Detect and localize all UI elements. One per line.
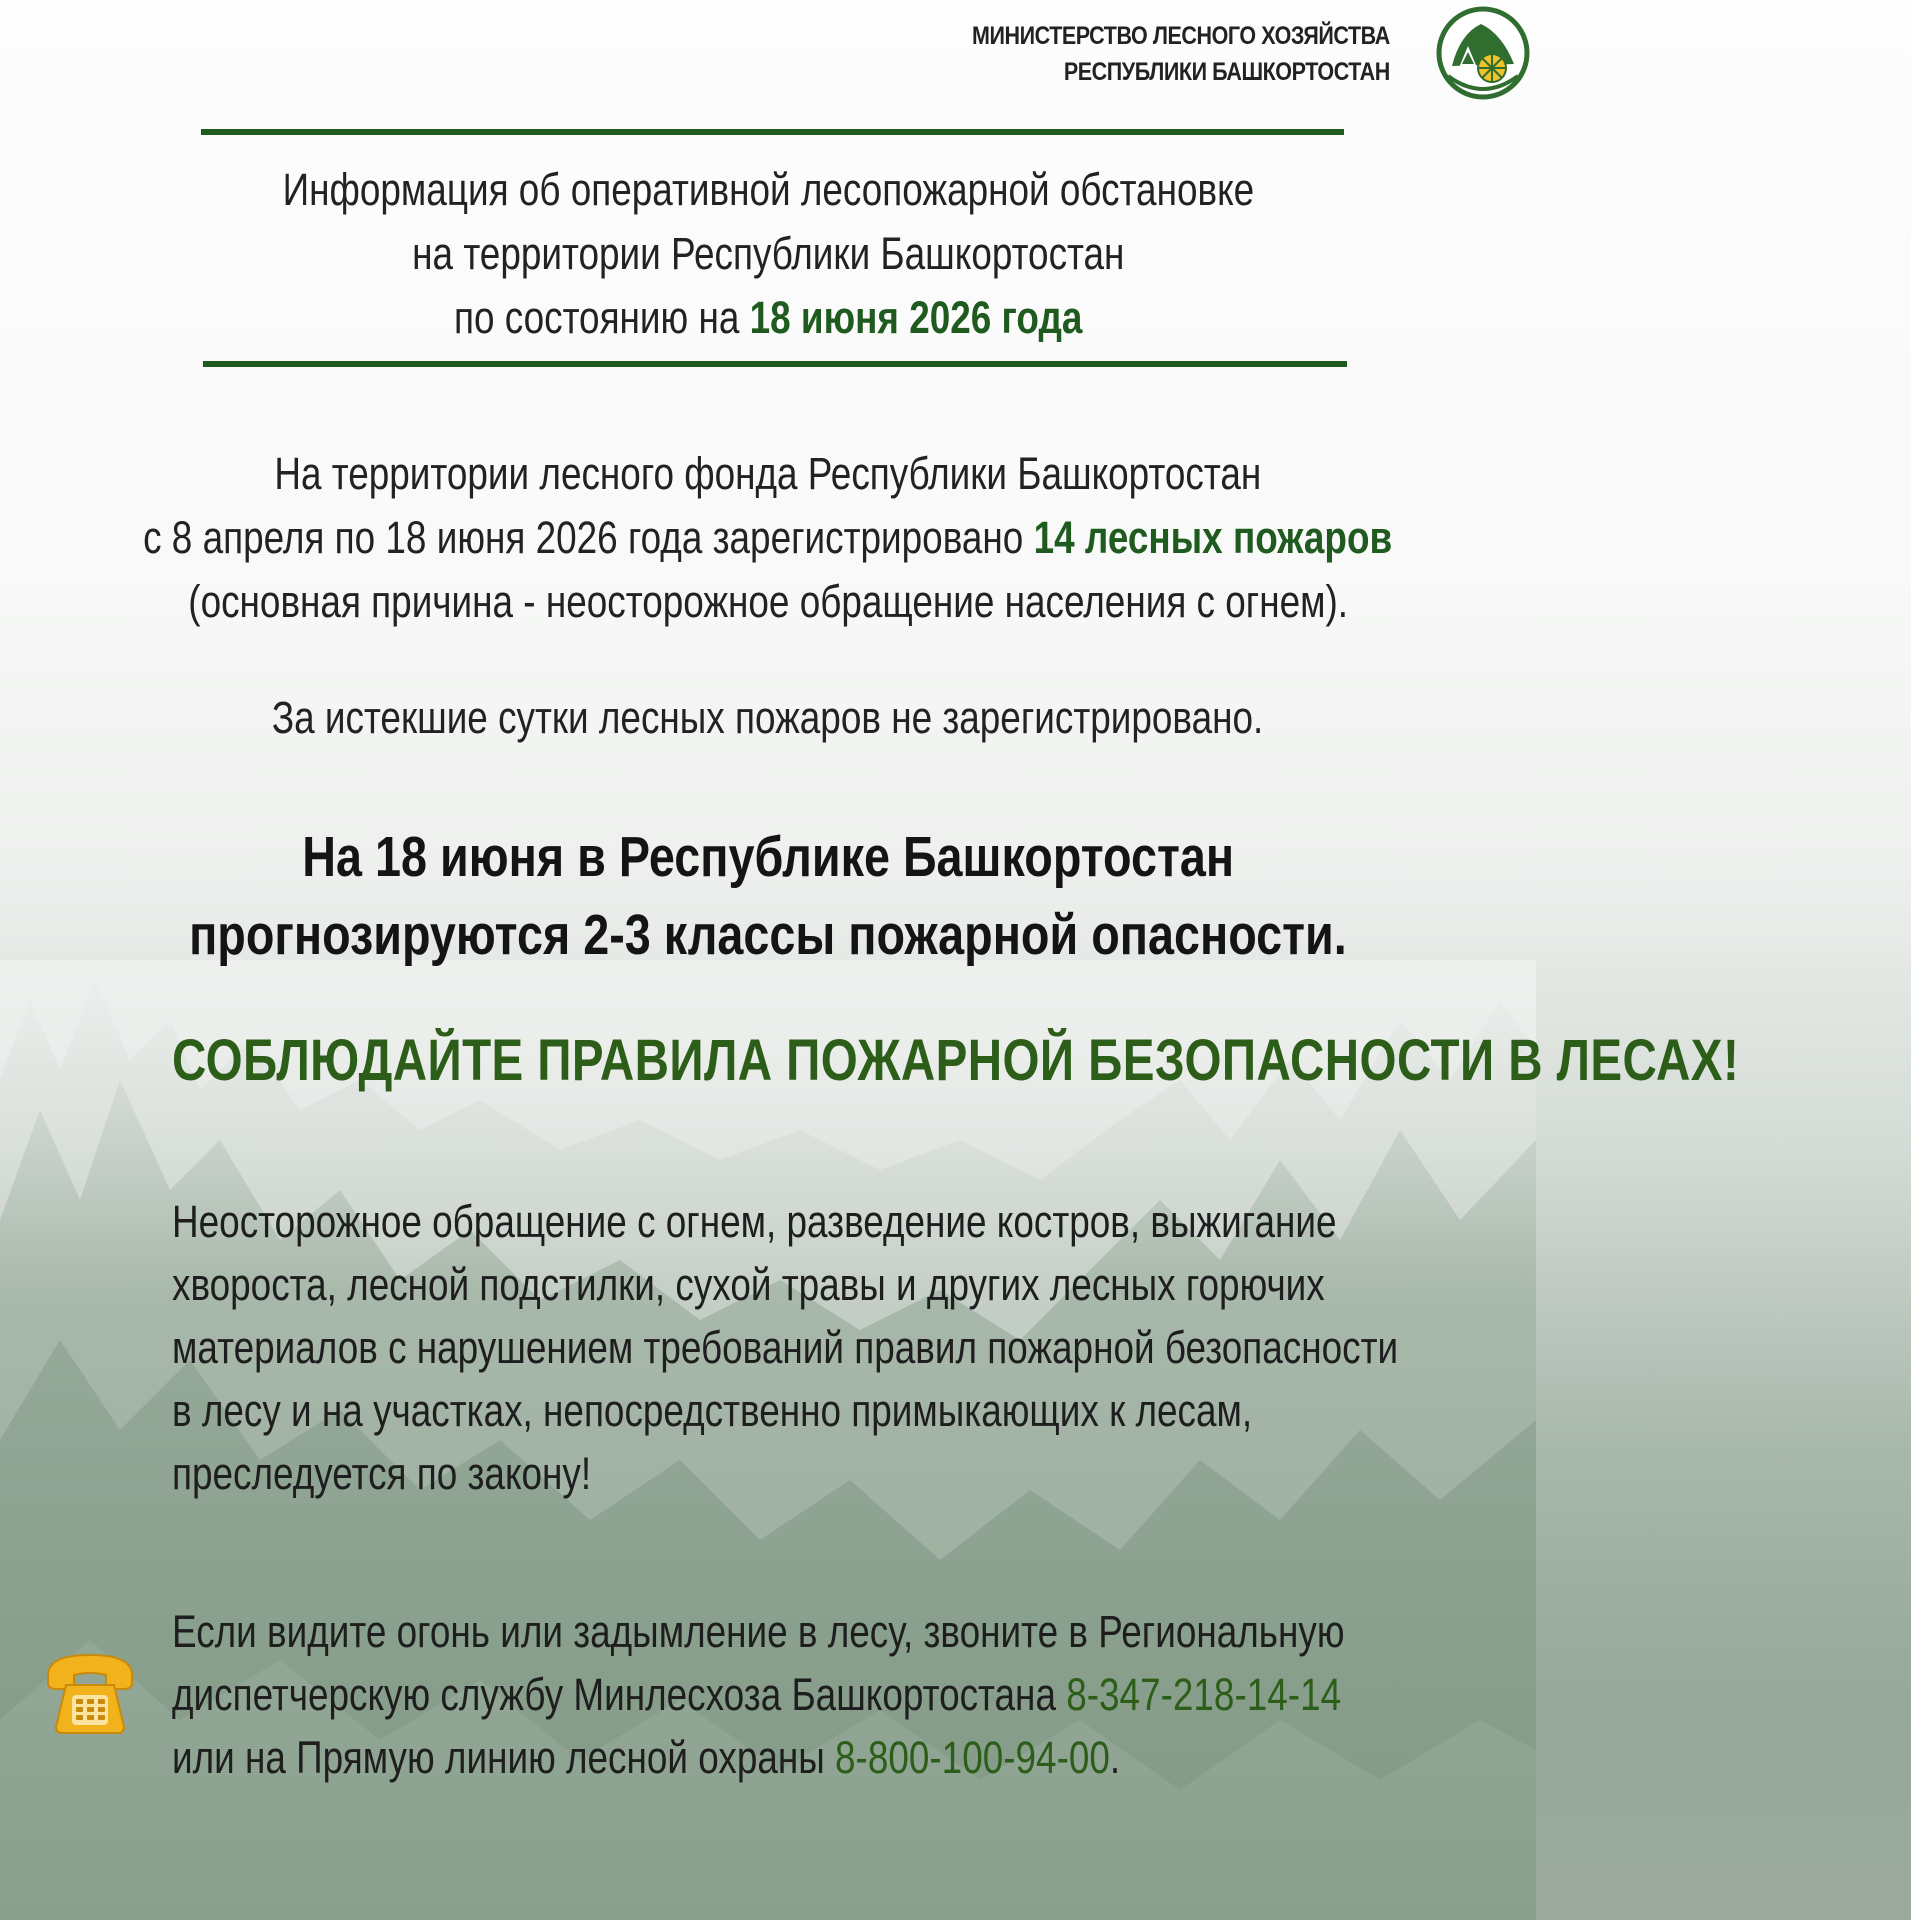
forest-ministry-logo-icon — [1436, 6, 1530, 100]
call-line3 — [172, 1726, 1345, 1789]
call-line2-prefix: диспетчерскую службу Минлесхоза Башкортостана — [172, 1669, 1067, 1720]
fire-statistics — [0, 442, 1536, 634]
fire-count: 14 лесных пожаров — [1033, 512, 1393, 563]
header-info — [0, 158, 1536, 350]
law-line: материалов с нарушением требований правил пожарной безопасности — [172, 1322, 1399, 1373]
header-line3-prefix: по состоянию на — [453, 292, 750, 343]
header-line3 — [454, 286, 1082, 350]
safety-warning-heading — [0, 1024, 1740, 1098]
call-line3-suffix: . — [1109, 1732, 1121, 1783]
law-line: хвороста, лесной подстилки, сухой травы и других лесных горючих — [172, 1259, 1325, 1310]
call-line3-prefix: или на Прямую линию лесной охраны — [172, 1732, 836, 1783]
law-paragraph — [172, 1190, 1398, 1505]
telephone-icon — [42, 1645, 138, 1741]
law-line: Неосторожное обращение с огнем, разведение костров, выжигание — [172, 1196, 1337, 1247]
no-fires-text: За истекшие сутки лесных пожаров не зарегистрировано. — [272, 692, 1264, 743]
hotline-phone-link[interactable]: 8-800-100-94-00 — [835, 1732, 1110, 1783]
law-line: преследуется по закону! — [172, 1448, 592, 1499]
law-line: в лесу и на участках, непосредственно примыкающих к лесам, — [172, 1385, 1253, 1436]
header-line1: Информация об оперативной лесопожарной обстановке — [282, 164, 1254, 215]
emergency-contacts — [172, 1600, 1345, 1789]
forecast-line2: прогнозируются 2-3 классы пожарной опасности. — [189, 903, 1347, 967]
stats-line2 — [143, 506, 1392, 570]
no-fires-notice — [0, 686, 1536, 750]
forecast-line1: На 18 июня в Республике Башкортостан — [302, 825, 1234, 889]
call-line2 — [172, 1663, 1345, 1726]
header-line2: на территории Республики Башкортостан — [411, 228, 1125, 279]
safety-warning-text: СОБЛЮДАЙТЕ ПРАВИЛА ПОЖАРНОЙ БЕЗОПАСНОСТИ В ЛЕСАХ! — [172, 1028, 1740, 1093]
ministry-name-line2: РЕСПУБЛИКИ БАШКОРТОСТАН — [1064, 58, 1390, 86]
header-top-rule — [201, 129, 1344, 135]
fire-danger-forecast — [0, 818, 1536, 974]
report-date: 18 июня 2026 года — [749, 292, 1083, 343]
ministry-name-line1: МИНИСТЕРСТВО ЛЕСНОГО ХОЗЯЙСТВА — [972, 22, 1390, 50]
call-line1: Если видите огонь или задымление в лесу, звоните в Региональную — [172, 1606, 1345, 1657]
stats-line2-prefix: с 8 апреля по 18 июня 2026 года зарегистрировано — [143, 512, 1034, 563]
stats-line3: (основная причина - неосторожное обращение населения с огнем). — [188, 576, 1348, 627]
stats-line1: На территории лесного фонда Республики Башкортостан — [274, 448, 1262, 499]
header-bottom-rule — [203, 361, 1347, 367]
regional-phone-link[interactable]: 8-347-218-14-14 — [1066, 1669, 1342, 1720]
ministry-name — [972, 18, 1390, 90]
